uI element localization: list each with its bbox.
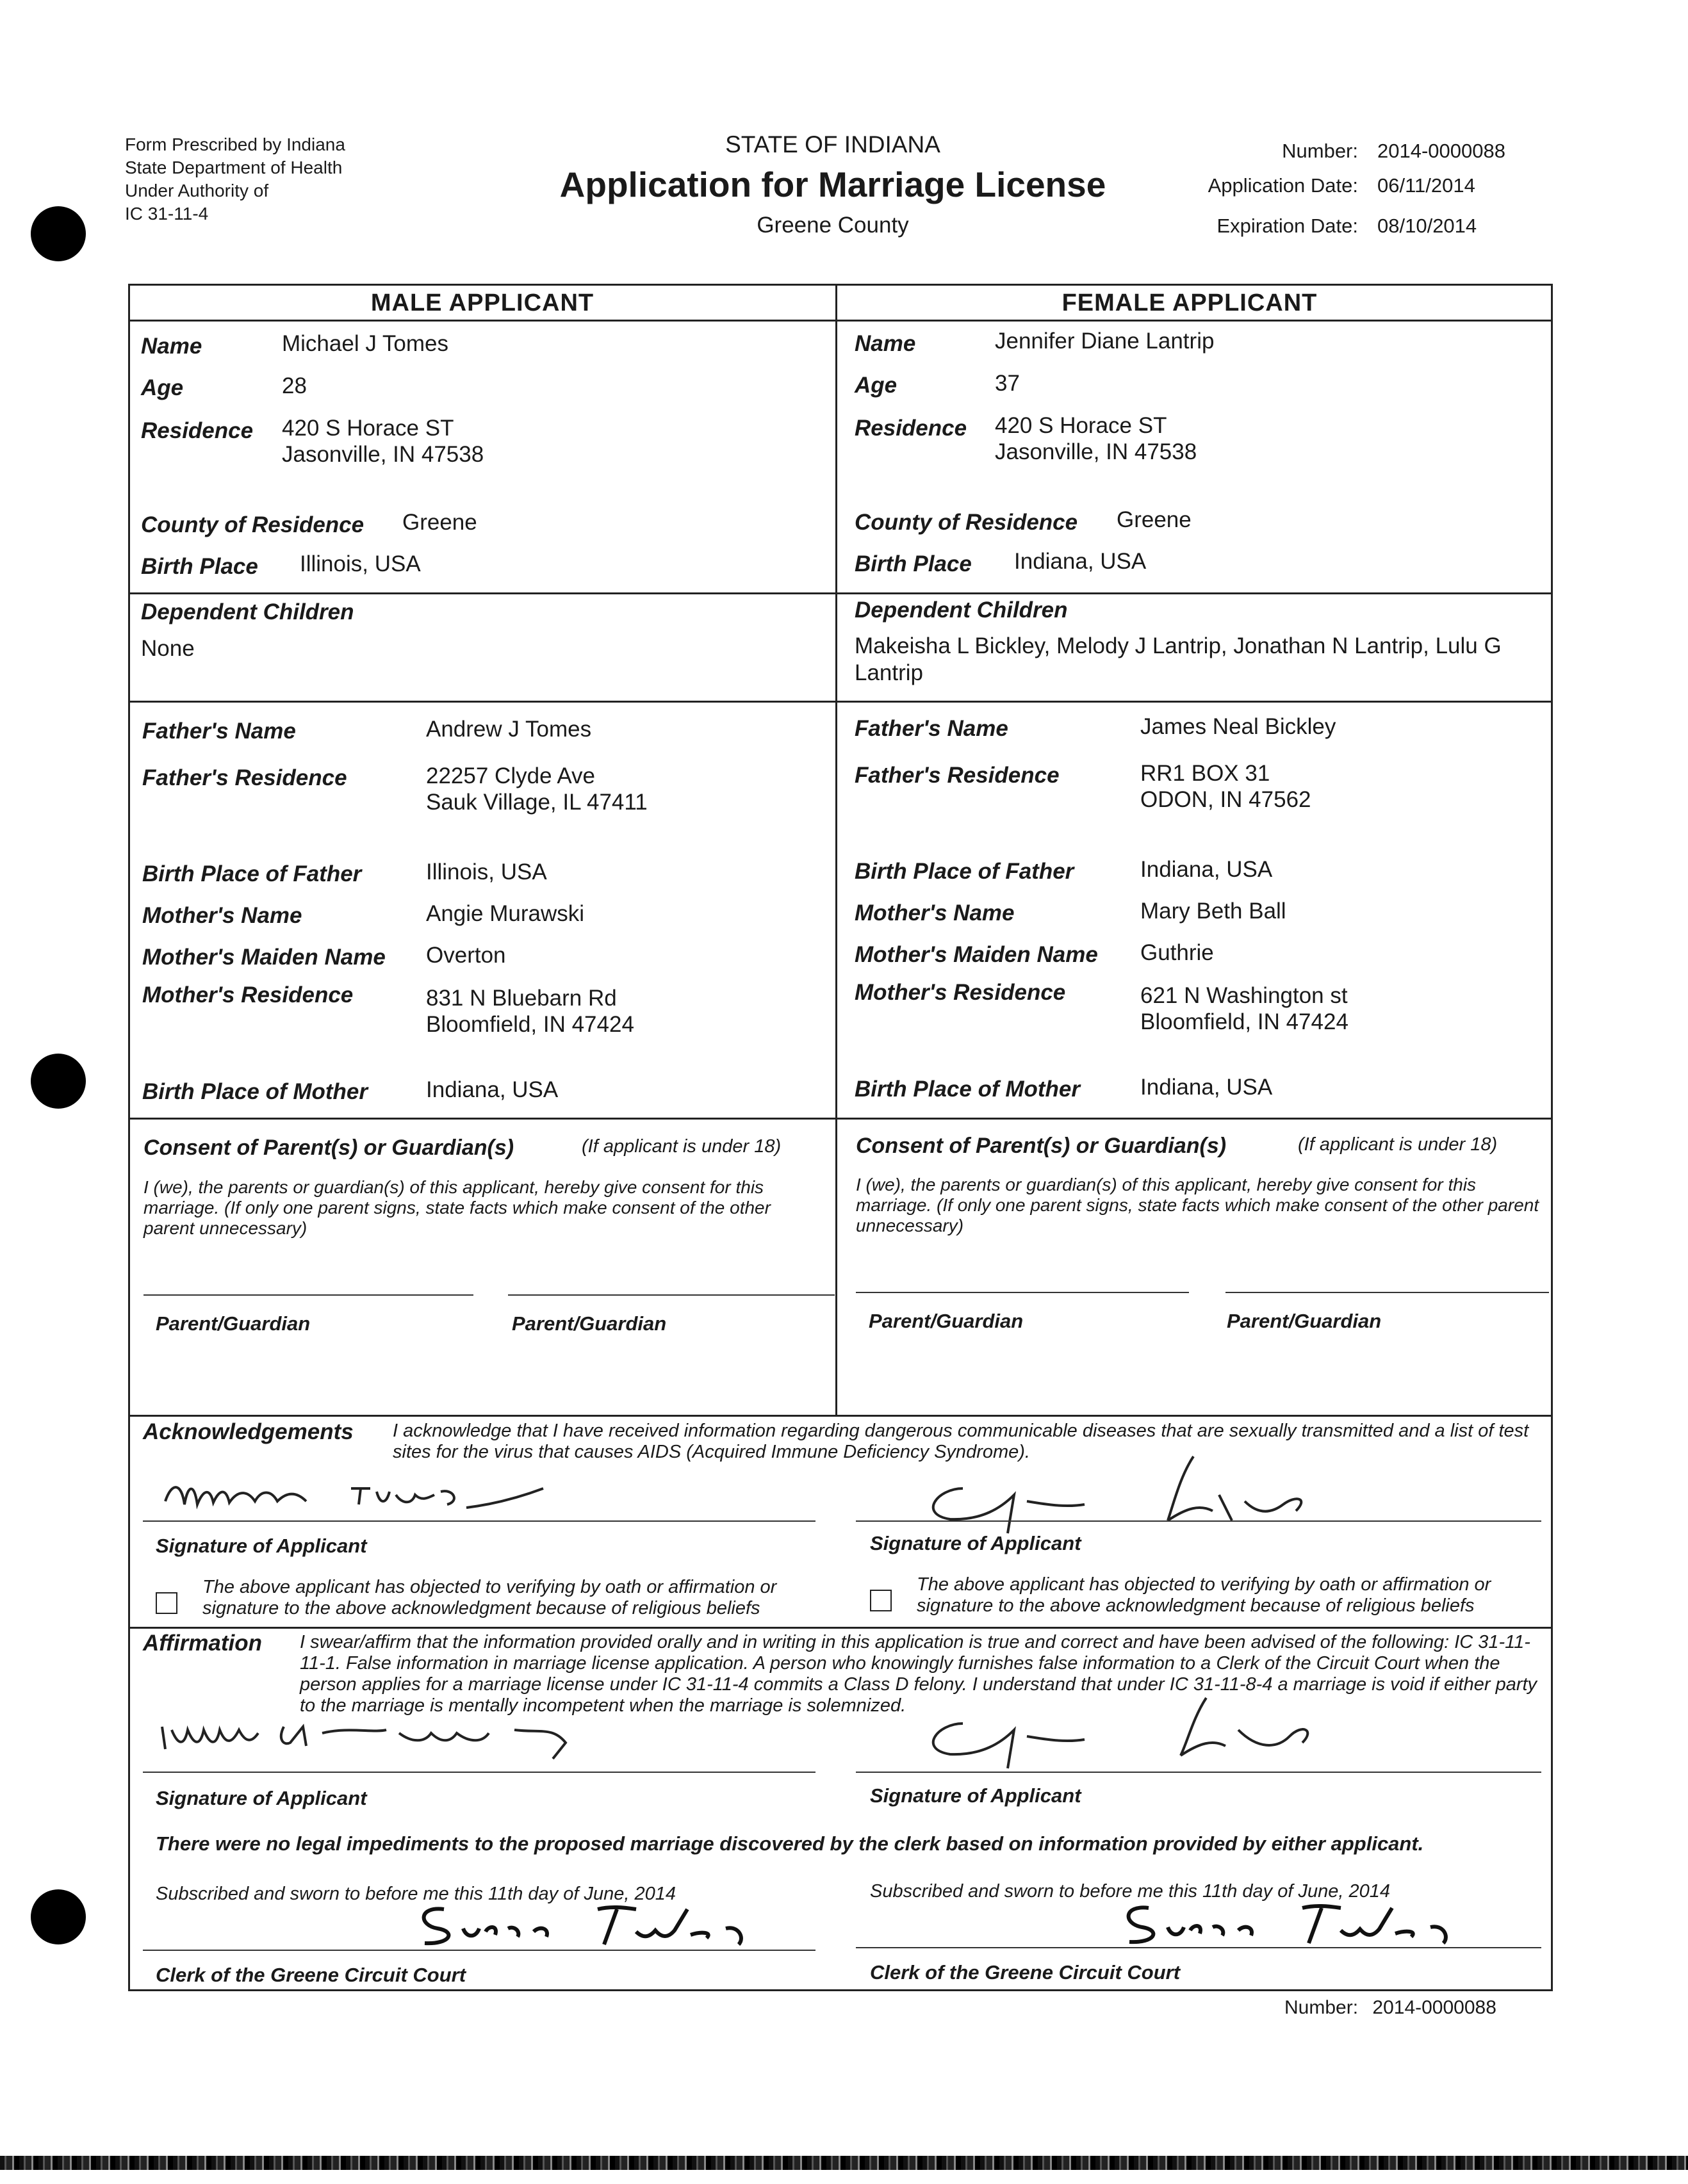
female-consent-text: I (we), the parents or guardian(s) of this applicant, hereby give consent for this marriage. (If only one parent signs, state facts which make consent of the other parent unnecessary) [856, 1175, 1539, 1235]
female-mothers-name-value: Mary Beth Ball [1140, 899, 1286, 924]
male-birth-place-mother-value: Indiana, USA [426, 1077, 559, 1102]
female-fathers-residence-line2: ODON, IN 47562 [1140, 787, 1311, 812]
acknowledgements-label: Acknowledgements [143, 1419, 354, 1444]
male-clerk-label: Clerk of the Greene Circuit Court [156, 1964, 466, 1986]
male-age-label: Age [141, 375, 184, 400]
female-mothers-residence-label: Mother's Residence [855, 980, 1066, 1005]
male-residence-label: Residence [141, 418, 254, 443]
affirmation-text: I swear/affirm that the information provided orally and in writing in this application is true and correct and have been advised of the following: IC 31-11-11-1. False information in marriage license application. A person who knowingly furnishes false information to a Clerk of the Circuit Court when the person applies for a marriage license under IC 31-11-4 commits a Class D felony. I understand that under IC 31-11-8-4 a marriage is void if either party to the marriage is mentally incompetent when the marriage is solemnized. [300, 1632, 1537, 1716]
male-county-label: County of Residence [141, 512, 365, 537]
female-county-value: Greene [1117, 507, 1192, 532]
female-birth-place-mother-value: Indiana, USA [1140, 1075, 1273, 1100]
male-aff-signature-line [143, 1772, 815, 1773]
state-heading: STATE OF INDIANA [725, 131, 940, 158]
male-birth-place-label: Birth Place [141, 554, 258, 579]
column-divider [835, 286, 837, 1415]
female-mothers-residence-line2: Bloomfield, IN 47424 [1140, 1009, 1348, 1034]
male-consent-note: (If applicant is under 18) [582, 1136, 782, 1157]
male-objection-checkbox[interactable] [156, 1592, 177, 1614]
male-affirmation-signature [156, 1707, 732, 1765]
male-parent-guardian-1: Parent/Guardian [156, 1312, 311, 1335]
male-residence-line2: Jasonville, IN 47538 [282, 442, 484, 467]
male-applicant-header: MALE APPLICANT [370, 289, 594, 316]
male-consent-label: Consent of Parent(s) or Guardian(s) [143, 1136, 514, 1160]
female-mothers-maiden-label: Mother's Maiden Name [855, 942, 1098, 967]
female-ack-signature-line [856, 1520, 1541, 1522]
male-aff-signature-label: Signature of Applicant [156, 1787, 367, 1809]
male-mothers-name-label: Mother's Name [142, 903, 302, 928]
clerk-signature-female [1110, 1892, 1469, 1950]
female-clerk-line [856, 1947, 1541, 1948]
female-acknowledgement-signature [899, 1444, 1475, 1540]
footer-number-value: 2014-0000088 [1372, 1997, 1496, 2018]
female-fathers-name-value: James Neal Bickley [1140, 714, 1336, 739]
female-age-value: 37 [995, 371, 1020, 396]
no-impediments-statement: There were no legal impediments to the proposed marriage discovered by the clerk based on information provided by either applicant. [156, 1832, 1424, 1855]
parents-rule [130, 701, 1551, 703]
female-ack-signature-label: Signature of Applicant [870, 1532, 1081, 1554]
acknowledgements-rule [130, 1415, 1551, 1417]
female-birth-place-label: Birth Place [855, 551, 972, 576]
county-heading: Greene County [757, 213, 909, 238]
male-birth-place-father-label: Birth Place of Father [142, 861, 362, 886]
female-applicant-header: FEMALE APPLICANT [1061, 289, 1318, 316]
application-form [128, 284, 1553, 1991]
page-title: Application for Marriage License [559, 165, 1106, 204]
female-residence-line1: 420 S Horace ST [995, 413, 1167, 438]
female-birth-place-value: Indiana, USA [1014, 549, 1147, 574]
male-mothers-residence-label: Mother's Residence [142, 982, 354, 1007]
male-consent-text: I (we), the parents or guardian(s) of this applicant, hereby give consent for this marriage. (If only one parent signs, state facts which make consent of the other parent unnecessary) [143, 1177, 771, 1238]
female-mothers-maiden-value: Guthrie [1140, 940, 1214, 965]
application-date-label: Application Date: [1208, 174, 1358, 197]
female-residence-line2: Jasonville, IN 47538 [995, 439, 1197, 464]
punch-hole-bottom [31, 1889, 86, 1944]
male-subscribed-sworn: Subscribed and sworn to before me this 11th day of June, 2014 [156, 1884, 676, 1904]
scan-artifact-bar [0, 2156, 1688, 2170]
female-clerk-label: Clerk of the Greene Circuit Court [870, 1961, 1181, 1984]
male-mothers-residence-line2: Bloomfield, IN 47424 [426, 1012, 634, 1037]
male-mothers-residence-line1: 831 N Bluebarn Rd [426, 986, 617, 1011]
male-name-value: Michael J Tomes [282, 331, 449, 356]
female-mothers-name-label: Mother's Name [855, 900, 1015, 925]
affirmation-rule [130, 1627, 1551, 1629]
female-birth-place-father-value: Indiana, USA [1140, 857, 1273, 882]
expiration-date-label: Expiration Date: [1217, 215, 1358, 237]
female-objection-checkbox[interactable] [870, 1590, 892, 1611]
male-parent-guardian-2: Parent/Guardian [512, 1312, 667, 1335]
male-clerk-line [143, 1950, 815, 1951]
female-name-value: Jennifer Diane Lantrip [995, 329, 1215, 354]
female-dependents-value: Makeisha L Bickley, Melody J Lantrip, Jonathan N Lantrip, Lulu G Lantrip [855, 633, 1502, 685]
female-residence-label: Residence [855, 416, 967, 441]
number-value: 2014-0000088 [1377, 140, 1505, 162]
female-parent-guardian-1: Parent/Guardian [869, 1310, 1024, 1332]
male-residence-line1: 420 S Horace ST [282, 416, 454, 441]
male-fathers-residence-line2: Sauk Village, IL 47411 [426, 790, 648, 815]
male-fathers-name-label: Father's Name [142, 719, 296, 744]
male-fathers-residence-line1: 22257 Clyde Ave [426, 763, 596, 788]
female-parent-guardian-2: Parent/Guardian [1227, 1310, 1382, 1332]
female-parent-line-1 [856, 1292, 1189, 1293]
male-ack-signature-label: Signature of Applicant [156, 1535, 367, 1557]
dependents-rule [130, 592, 1551, 594]
male-birth-place-father-value: Illinois, USA [426, 860, 547, 884]
female-consent-label: Consent of Parent(s) or Guardian(s) [856, 1134, 1227, 1158]
male-dependents-value: None [141, 636, 195, 661]
consent-rule [130, 1118, 1551, 1120]
female-aff-signature-line [856, 1772, 1541, 1773]
female-age-label: Age [855, 373, 897, 398]
male-name-label: Name [141, 334, 202, 359]
male-parent-line-2 [508, 1294, 835, 1296]
male-fathers-residence-label: Father's Residence [142, 765, 347, 790]
female-birth-place-father-label: Birth Place of Father [855, 859, 1074, 884]
male-county-value: Greene [402, 510, 477, 535]
footer-number-label: Number: [1284, 1997, 1359, 2018]
female-subscribed-sworn: Subscribed and sworn to before me this 11th day of June, 2014 [870, 1881, 1390, 1902]
female-dependents-label: Dependent Children [855, 598, 1068, 623]
acknowledgements-text: I acknowledge that I have received information regarding dangerous communicable diseases that are sexually transmitted and a list of test sites for the virus that causes AIDS (Acquired Immune Deficiency Syndrome). [393, 1421, 1529, 1462]
male-mothers-maiden-label: Mother's Maiden Name [142, 945, 386, 970]
female-mothers-residence-line1: 621 N Washington st [1140, 983, 1348, 1008]
male-acknowledgement-signature [159, 1469, 646, 1520]
female-fathers-name-label: Father's Name [855, 716, 1008, 741]
application-date-value: 06/11/2014 [1377, 174, 1475, 197]
male-mothers-name-value: Angie Murawski [426, 901, 585, 926]
male-parent-line-1 [143, 1294, 473, 1296]
female-aff-signature-label: Signature of Applicant [870, 1784, 1081, 1807]
female-consent-note: (If applicant is under 18) [1298, 1134, 1498, 1155]
header-rule [130, 320, 1551, 322]
male-birth-place-value: Illinois, USA [300, 551, 421, 576]
female-fathers-residence-line1: RR1 BOX 31 [1140, 761, 1270, 786]
female-fathers-residence-label: Father's Residence [855, 763, 1060, 788]
punch-hole-middle [31, 1054, 86, 1109]
clerk-signature-male [406, 1893, 764, 1951]
male-dependents-label: Dependent Children [141, 599, 354, 624]
punch-hole-top [31, 206, 86, 261]
female-objection-text: The above applicant has objected to verifying by oath or affirmation or signature to the above acknowledgment because of religious beliefs [917, 1574, 1491, 1616]
footer-number [1284, 1997, 1496, 2019]
male-ack-signature-line [143, 1520, 815, 1522]
male-fathers-name-value: Andrew J Tomes [426, 717, 592, 742]
female-parent-line-2 [1225, 1292, 1549, 1293]
affirmation-label: Affirmation [143, 1631, 263, 1656]
female-county-label: County of Residence [855, 510, 1078, 535]
female-birth-place-mother-label: Birth Place of Mother [855, 1077, 1080, 1102]
female-affirmation-signature [899, 1679, 1475, 1775]
number-label: Number: [1282, 140, 1358, 162]
female-name-label: Name [855, 331, 916, 356]
form-prescribed-note: Form Prescribed by Indiana State Department of Health Under Authority of IC 31-11-4 [125, 134, 345, 224]
male-age-value: 28 [282, 373, 307, 398]
expiration-date-value: 08/10/2014 [1377, 215, 1477, 237]
male-objection-text: The above applicant has objected to verifying by oath or affirmation or signature to the above acknowledgment because of religious beliefs [202, 1577, 777, 1618]
male-birth-place-mother-label: Birth Place of Mother [142, 1079, 368, 1104]
male-mothers-maiden-value: Overton [426, 943, 506, 968]
